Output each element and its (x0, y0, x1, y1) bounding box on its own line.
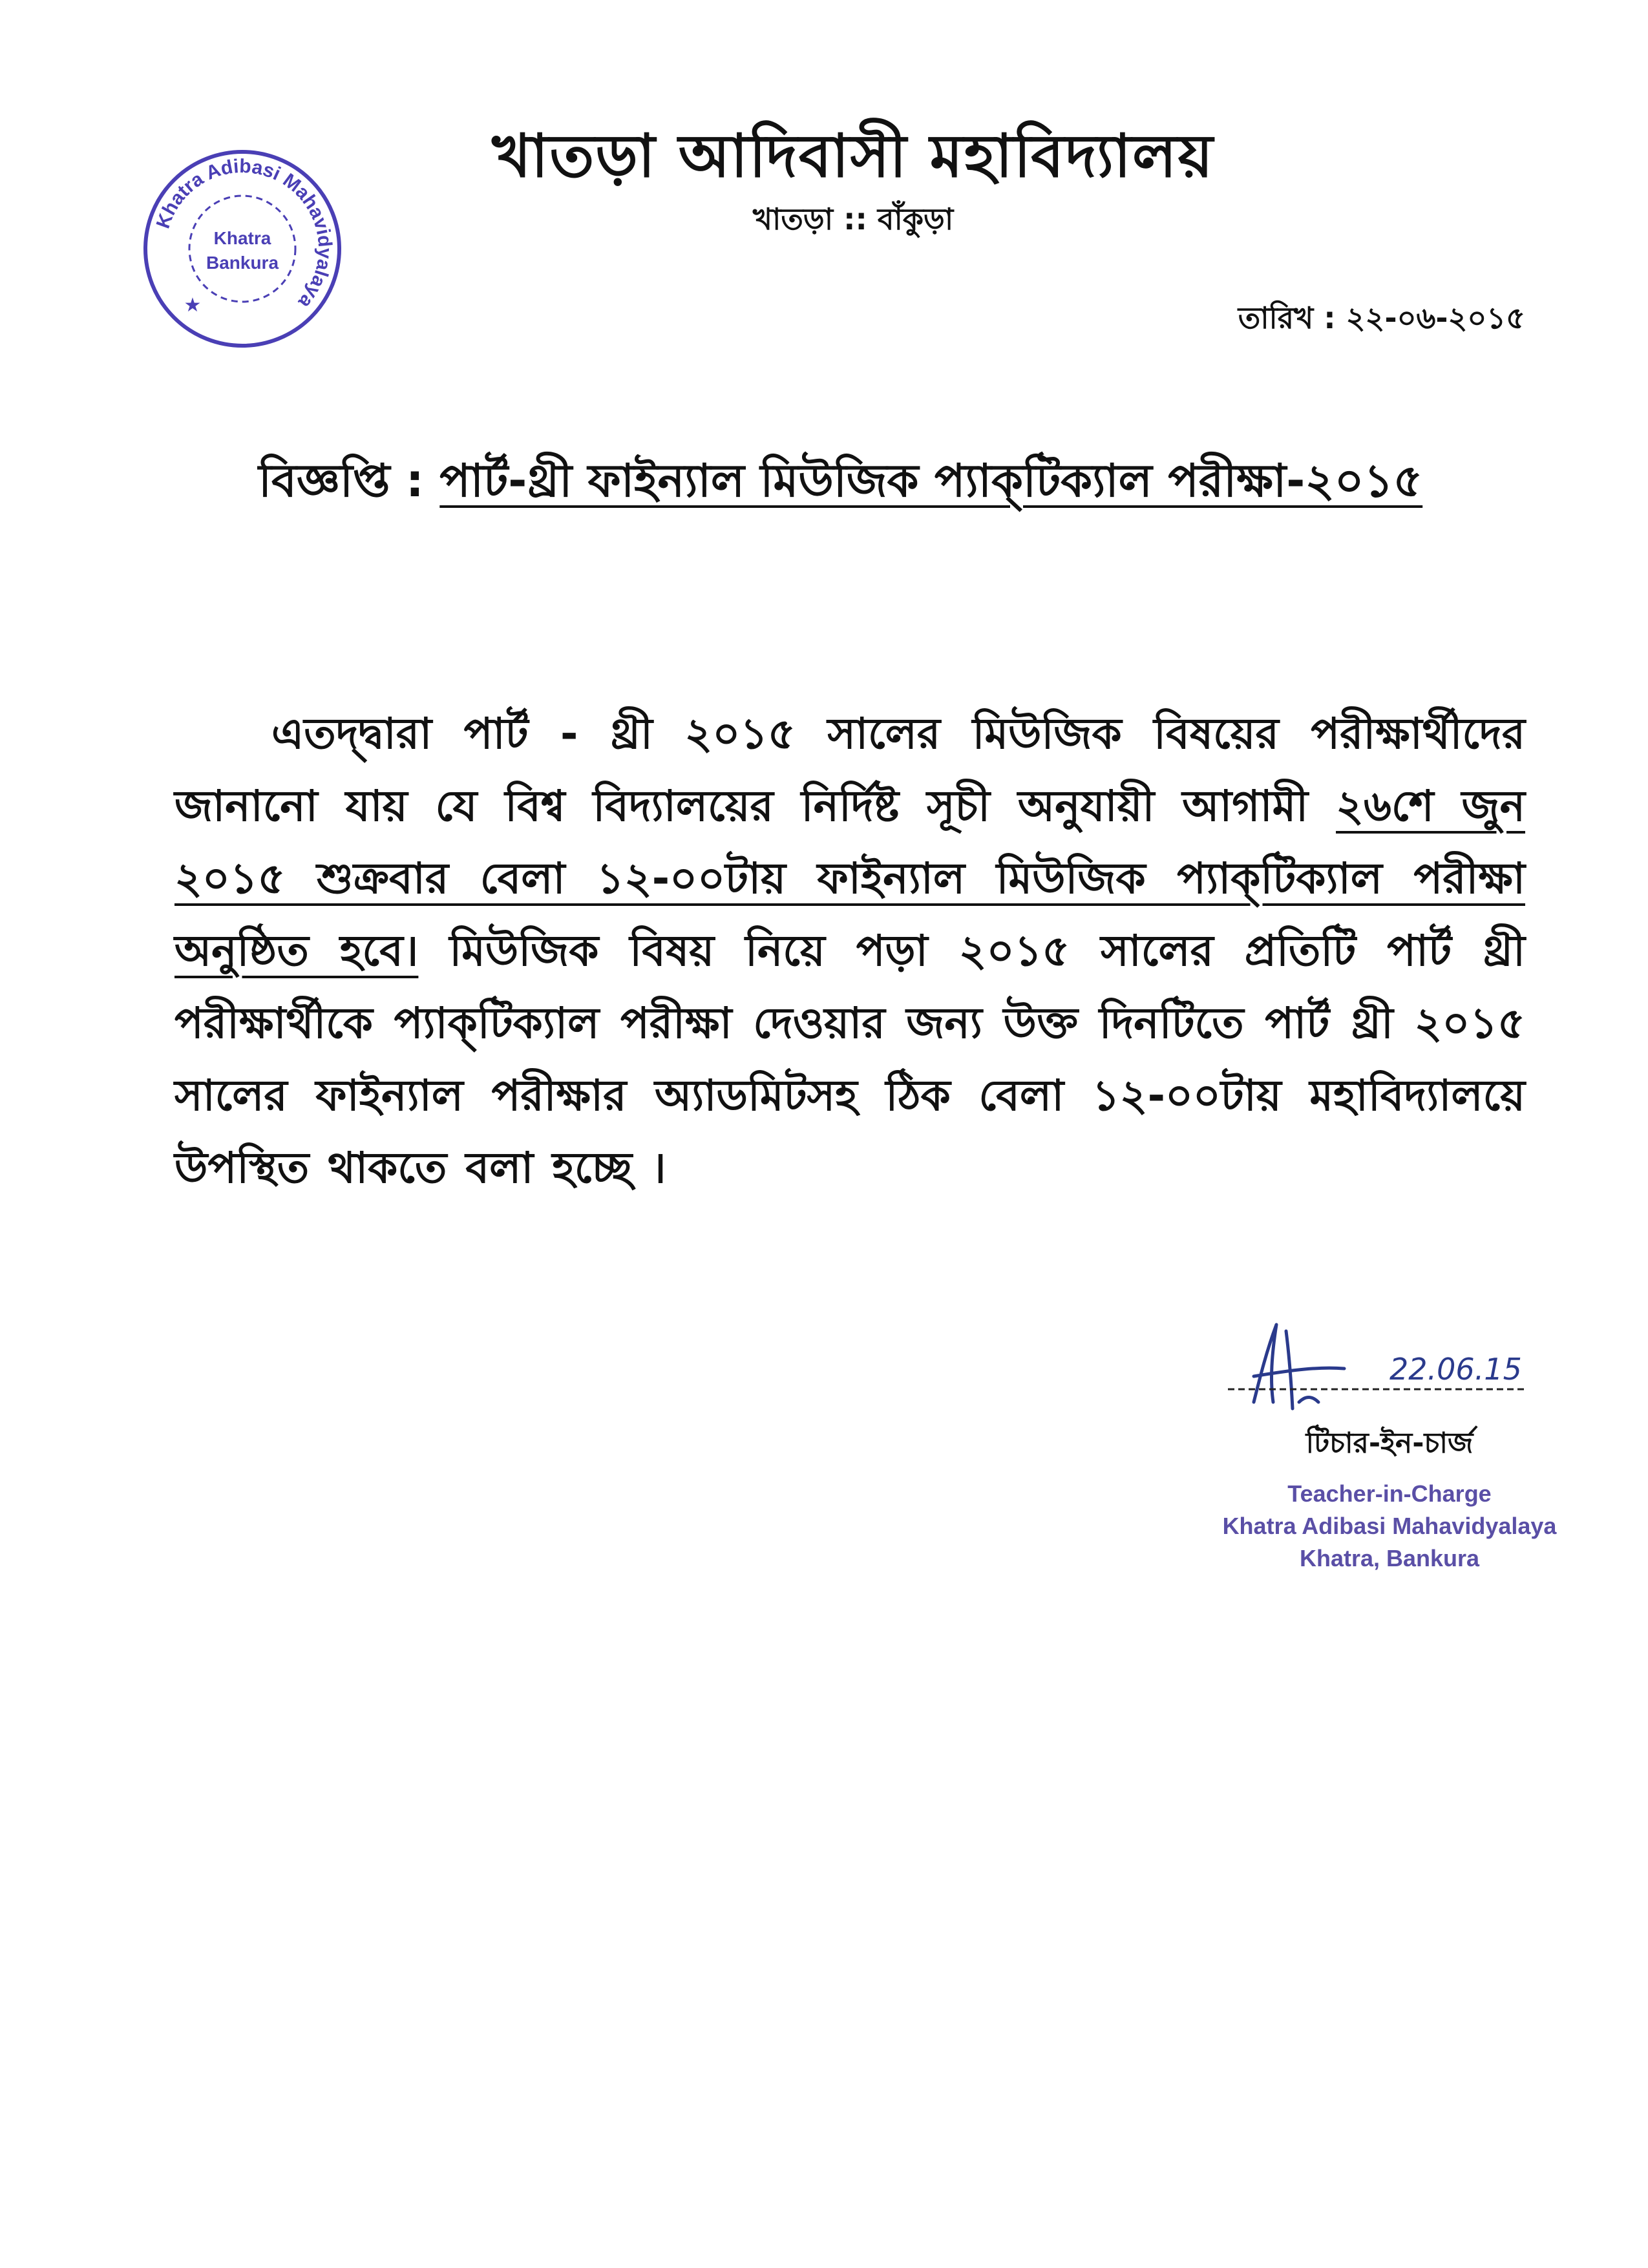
notice-date: তারিখ : ২২-০৬-২০১৫ (1238, 300, 1525, 335)
signatory-title-en: Teacher-in-Charge (1287, 1480, 1492, 1507)
body-part-1: এতদ্দ্বারা পার্ট - থ্রী ২০১৫ সালের মিউজিক বিষয়ের পরীক্ষার্থীদের জানানো যায় যে বিশ্ব বিদ্যালয়ের নির্দিষ্ট সূচী অনুযায়ী আগামী (174, 709, 1525, 831)
body-part-2: মিউজিক বিষয় নিয়ে পড়া ২০১৫ সালের প্রতিটি পার্ট থ্রী পরীক্ষার্থীকে প্যাক্‌টিক্যাল পরীক্ষা দেওয়ার জন্য উক্ত দিনটিতে পার্ট থ্রী ২০১৫ সালের ফাইন্যাল পরীক্ষার অ্যাডমিটসহ ঠিক বেলা ১২-০০টায় মহাবিদ্যালয়ে উপস্থিত থাকতে বলা হচ্ছে । (174, 926, 1525, 1193)
signature-date: 22.06.15 (1389, 1352, 1522, 1387)
signatory-block (1189, 1422, 1590, 1575)
college-name: খাতড়া আদিবাসী মহাবিদ্যালয় (492, 121, 1214, 191)
college-seal-icon (136, 142, 349, 355)
notice-title: পার্ট-থ্রী ফাইন্যাল মিউজিক প্যাক্‌টিক্যাল পরীক্ষা-২০১৫ (439, 454, 1423, 507)
notice-heading (259, 446, 1545, 521)
notice-body (174, 698, 1525, 1204)
handwritten-signature (1215, 1305, 1577, 1415)
seal-outer-text: Khatra Adibasi Mahavidyalaya (152, 155, 336, 313)
seal-inner-line2: Bankura (206, 253, 279, 273)
signatory-title-bn: টিচার-ইন-চার্জ (1305, 1427, 1474, 1460)
body-highlight: ২৬শে জুন ২০১৫ শুক্রবার বেলা ১২-০০টায় ফাইন্যাল মিউজিক প্যাক্‌টিক্যাল পরীক্ষা অনুষ্ঠিত হবে। (174, 781, 1525, 976)
svg-text:★: ★ (184, 294, 202, 317)
notice-label: বিজ্ঞপ্তি : (259, 454, 424, 507)
seal-inner-line1: Khatra (213, 228, 271, 248)
signatory-location: Khatra, Bankura (1299, 1545, 1480, 1571)
college-place: খাতড়া :: বাঁকুড়া (752, 202, 954, 236)
signatory-org: Khatra Adibasi Mahavidyalaya (1222, 1513, 1557, 1539)
